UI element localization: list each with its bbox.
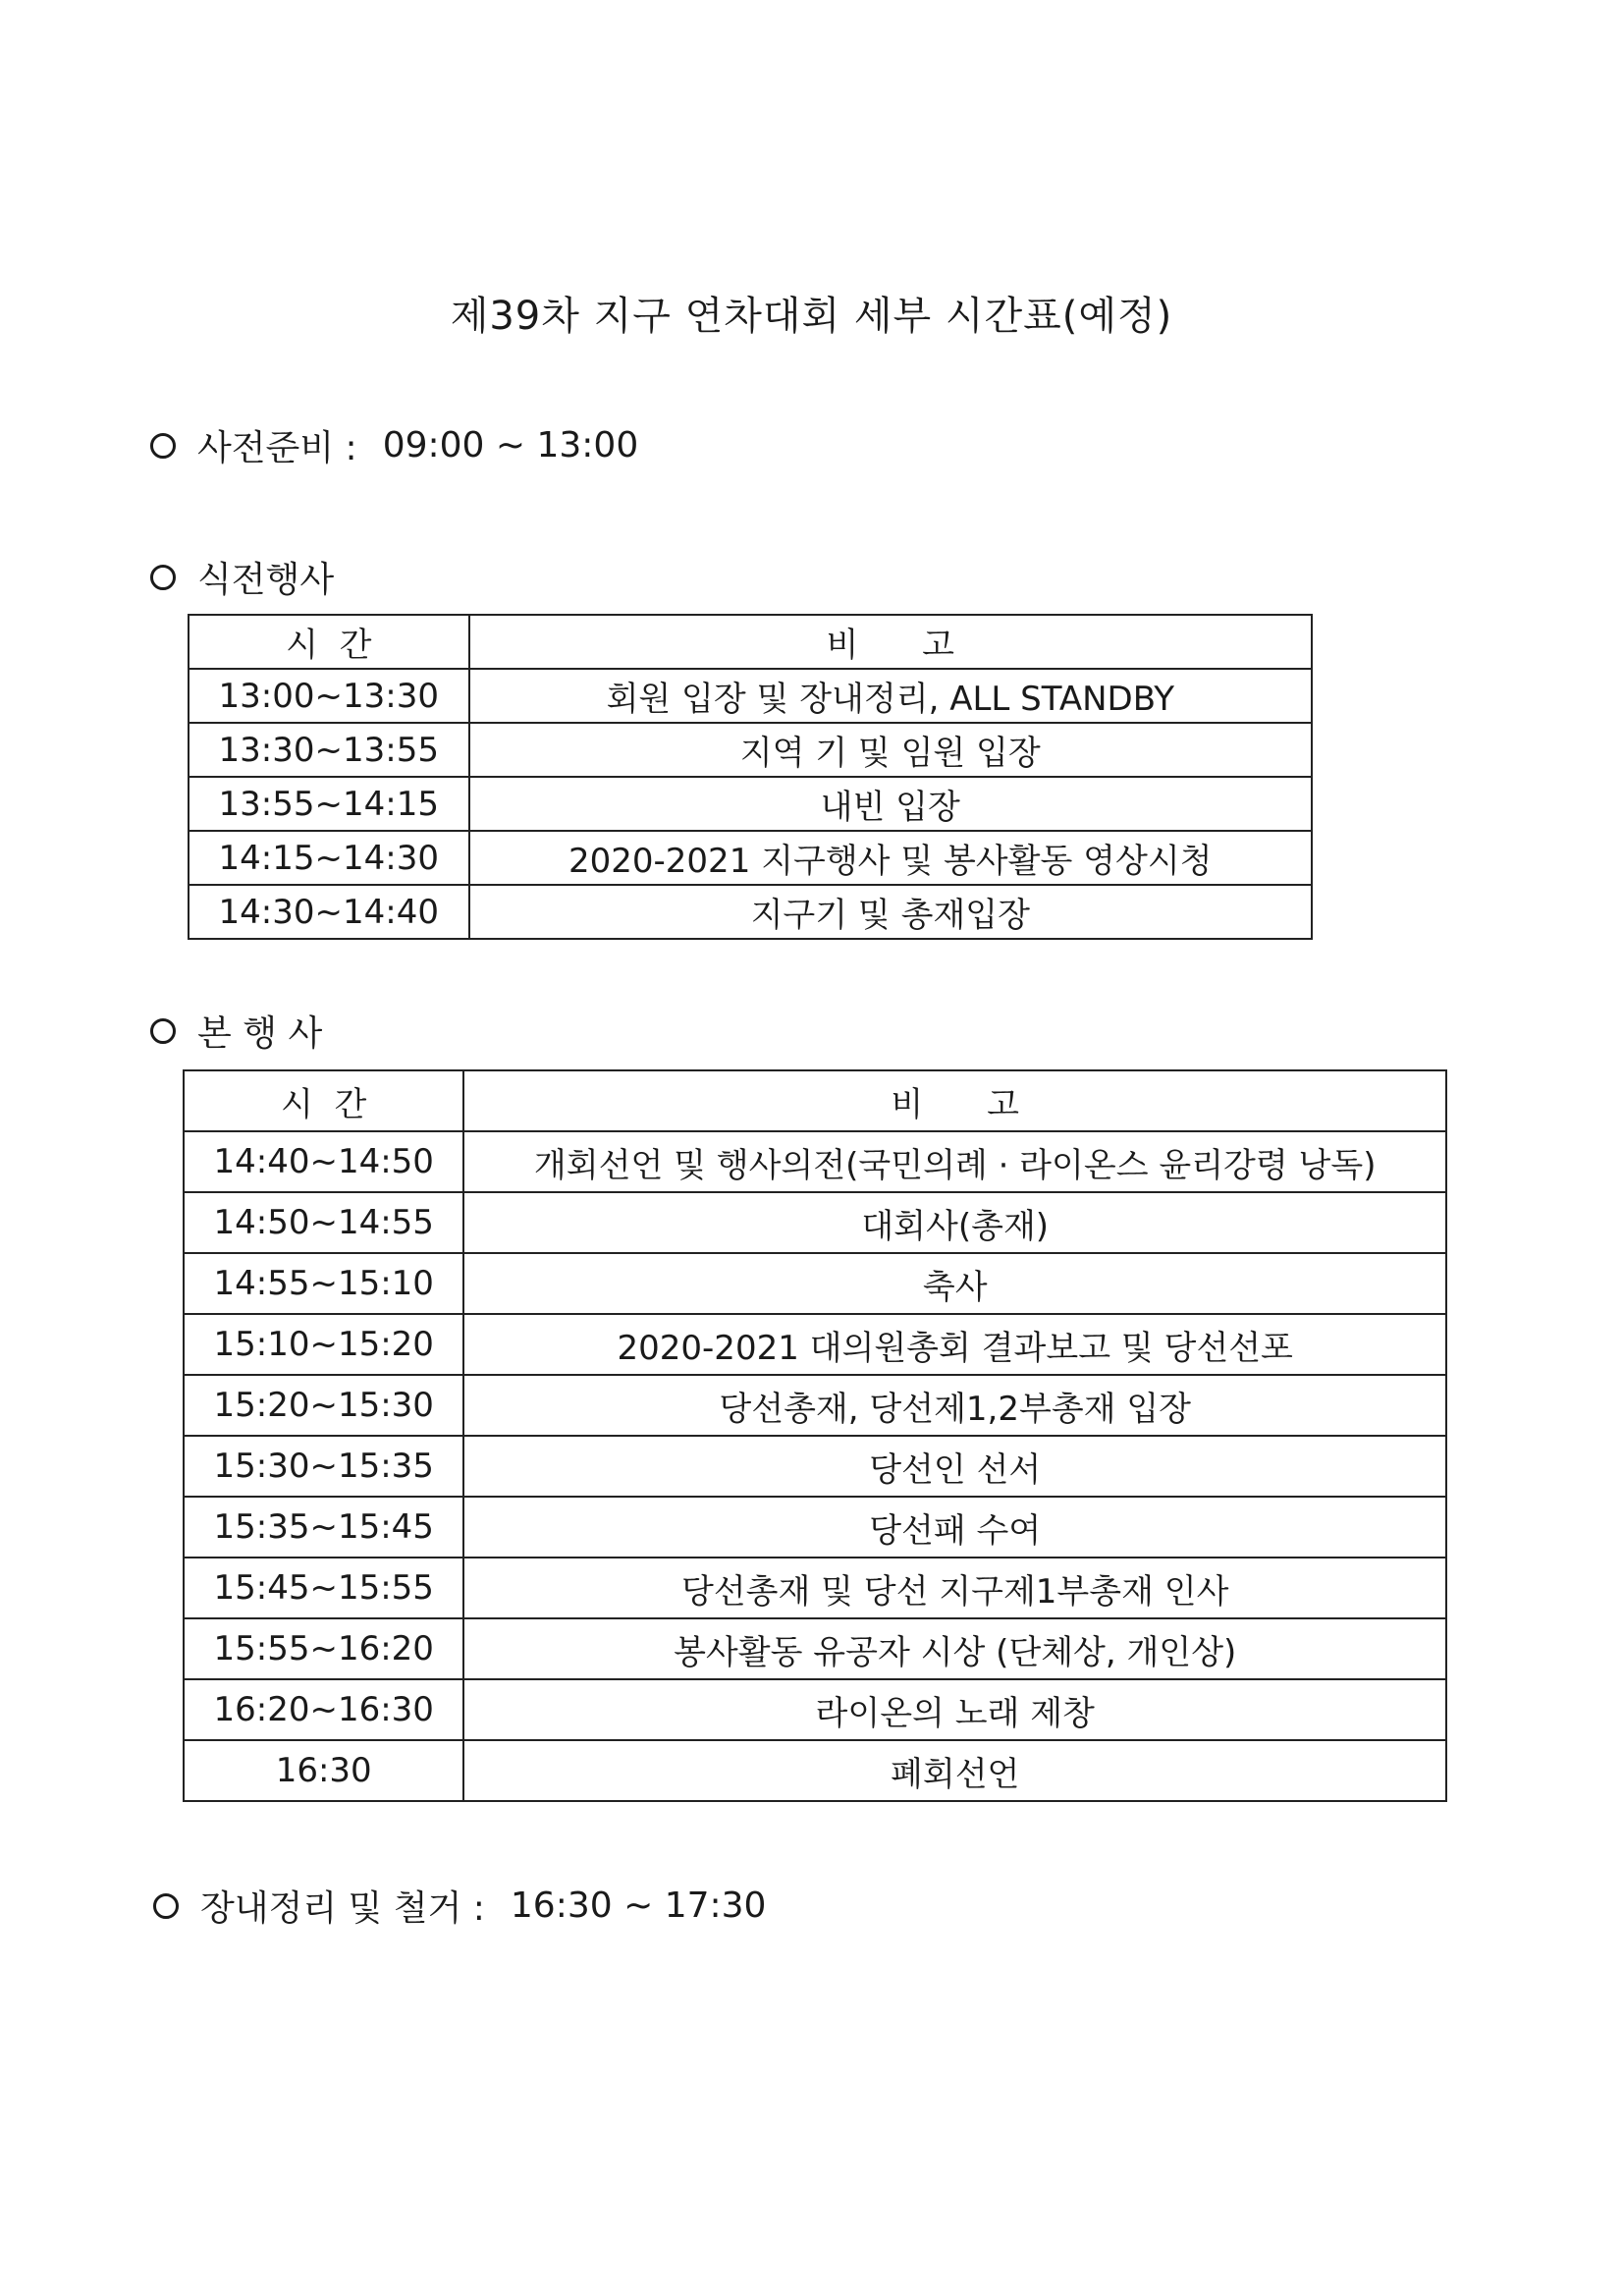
row-note: 2020-2021 대의원총회 결과보고 및 당선선포 [463,1314,1446,1375]
row-note: 2020-2021 지구행사 및 봉사활동 영상시청 [469,831,1312,885]
table-row [189,831,1312,885]
table-row [184,1740,1446,1801]
row-note: 내빈 입장 [469,777,1312,831]
row-note: 당선인 선서 [463,1436,1446,1497]
cleanup-label: 장내정리 및 철거 : [200,1888,485,1929]
row-time: 15:45~15:55 [184,1558,463,1618]
row-note: 당선총재, 당선제1,2부총재 입장 [463,1375,1446,1436]
main-event-table [183,1069,1447,1802]
row-note: 대회사(총재) [463,1192,1446,1253]
row-note: 봉사활동 유공자 시상 (단체상, 개인상) [463,1618,1446,1679]
prep-time: 09:00 ~ 13:00 [382,425,639,465]
table-header-row [189,615,1312,669]
row-note: 폐회선언 [463,1740,1446,1801]
row-time: 15:10~15:20 [184,1314,463,1375]
row-time: 14:55~15:10 [184,1253,463,1314]
pre-event-table [188,614,1313,940]
row-note: 개회선언 및 행사의전(국민의례 · 라이온스 윤리강령 낭독) [463,1131,1446,1192]
row-note: 회원 입장 및 장내정리, ALL STANDBY [469,669,1312,723]
table-row [189,723,1312,777]
circle-bullet-icon [150,565,176,590]
row-note: 지역 기 및 임원 입장 [469,723,1312,777]
document-title: 제39차 지구 연차대회 세부 시간표(예정) [450,294,1173,339]
row-time: 15:35~15:45 [184,1497,463,1558]
table-row [184,1558,1446,1618]
row-time: 15:55~16:20 [184,1618,463,1679]
row-note: 당선총재 및 당선 지구제1부총재 인사 [463,1558,1446,1618]
circle-bullet-icon [153,1893,179,1919]
row-time: 13:30~13:55 [189,723,469,777]
table-row [184,1253,1446,1314]
main-event-heading-text: 본 행 사 [197,1013,323,1054]
table-row [184,1375,1446,1436]
row-note: 축사 [463,1253,1446,1314]
row-time: 14:40~14:50 [184,1131,463,1192]
table-row [184,1314,1446,1375]
main-event-heading [150,1006,322,1056]
table-row [184,1679,1446,1740]
prep-section [150,420,638,470]
header-time: 시 간 [189,615,469,669]
row-time: 14:15~14:30 [189,831,469,885]
pre-event-heading [150,552,334,602]
table-row [184,1131,1446,1192]
row-time: 14:30~14:40 [189,885,469,939]
table-row [189,885,1312,939]
row-time: 15:20~15:30 [184,1375,463,1436]
header-note: 비 고 [463,1070,1446,1131]
row-time: 13:55~14:15 [189,777,469,831]
cleanup-section [153,1881,766,1931]
table-row [184,1436,1446,1497]
pre-event-heading-text: 식전행사 [197,560,335,600]
row-time: 14:50~14:55 [184,1192,463,1253]
table-header-row [184,1070,1446,1131]
row-note: 라이온의 노래 제창 [463,1679,1446,1740]
row-time: 15:30~15:35 [184,1436,463,1497]
circle-bullet-icon [150,433,176,459]
cleanup-time: 16:30 ~ 17:30 [510,1886,767,1926]
table-row [189,777,1312,831]
table-row [189,669,1312,723]
header-time: 시 간 [184,1070,463,1131]
table-row [184,1618,1446,1679]
row-time: 13:00~13:30 [189,669,469,723]
row-time: 16:30 [184,1740,463,1801]
row-note: 지구기 및 총재입장 [469,885,1312,939]
prep-label: 사전준비 : [197,428,357,468]
table-row [184,1497,1446,1558]
table-row [184,1192,1446,1253]
circle-bullet-icon [150,1018,176,1044]
header-note: 비 고 [469,615,1312,669]
row-note: 당선패 수여 [463,1497,1446,1558]
row-time: 16:20~16:30 [184,1679,463,1740]
